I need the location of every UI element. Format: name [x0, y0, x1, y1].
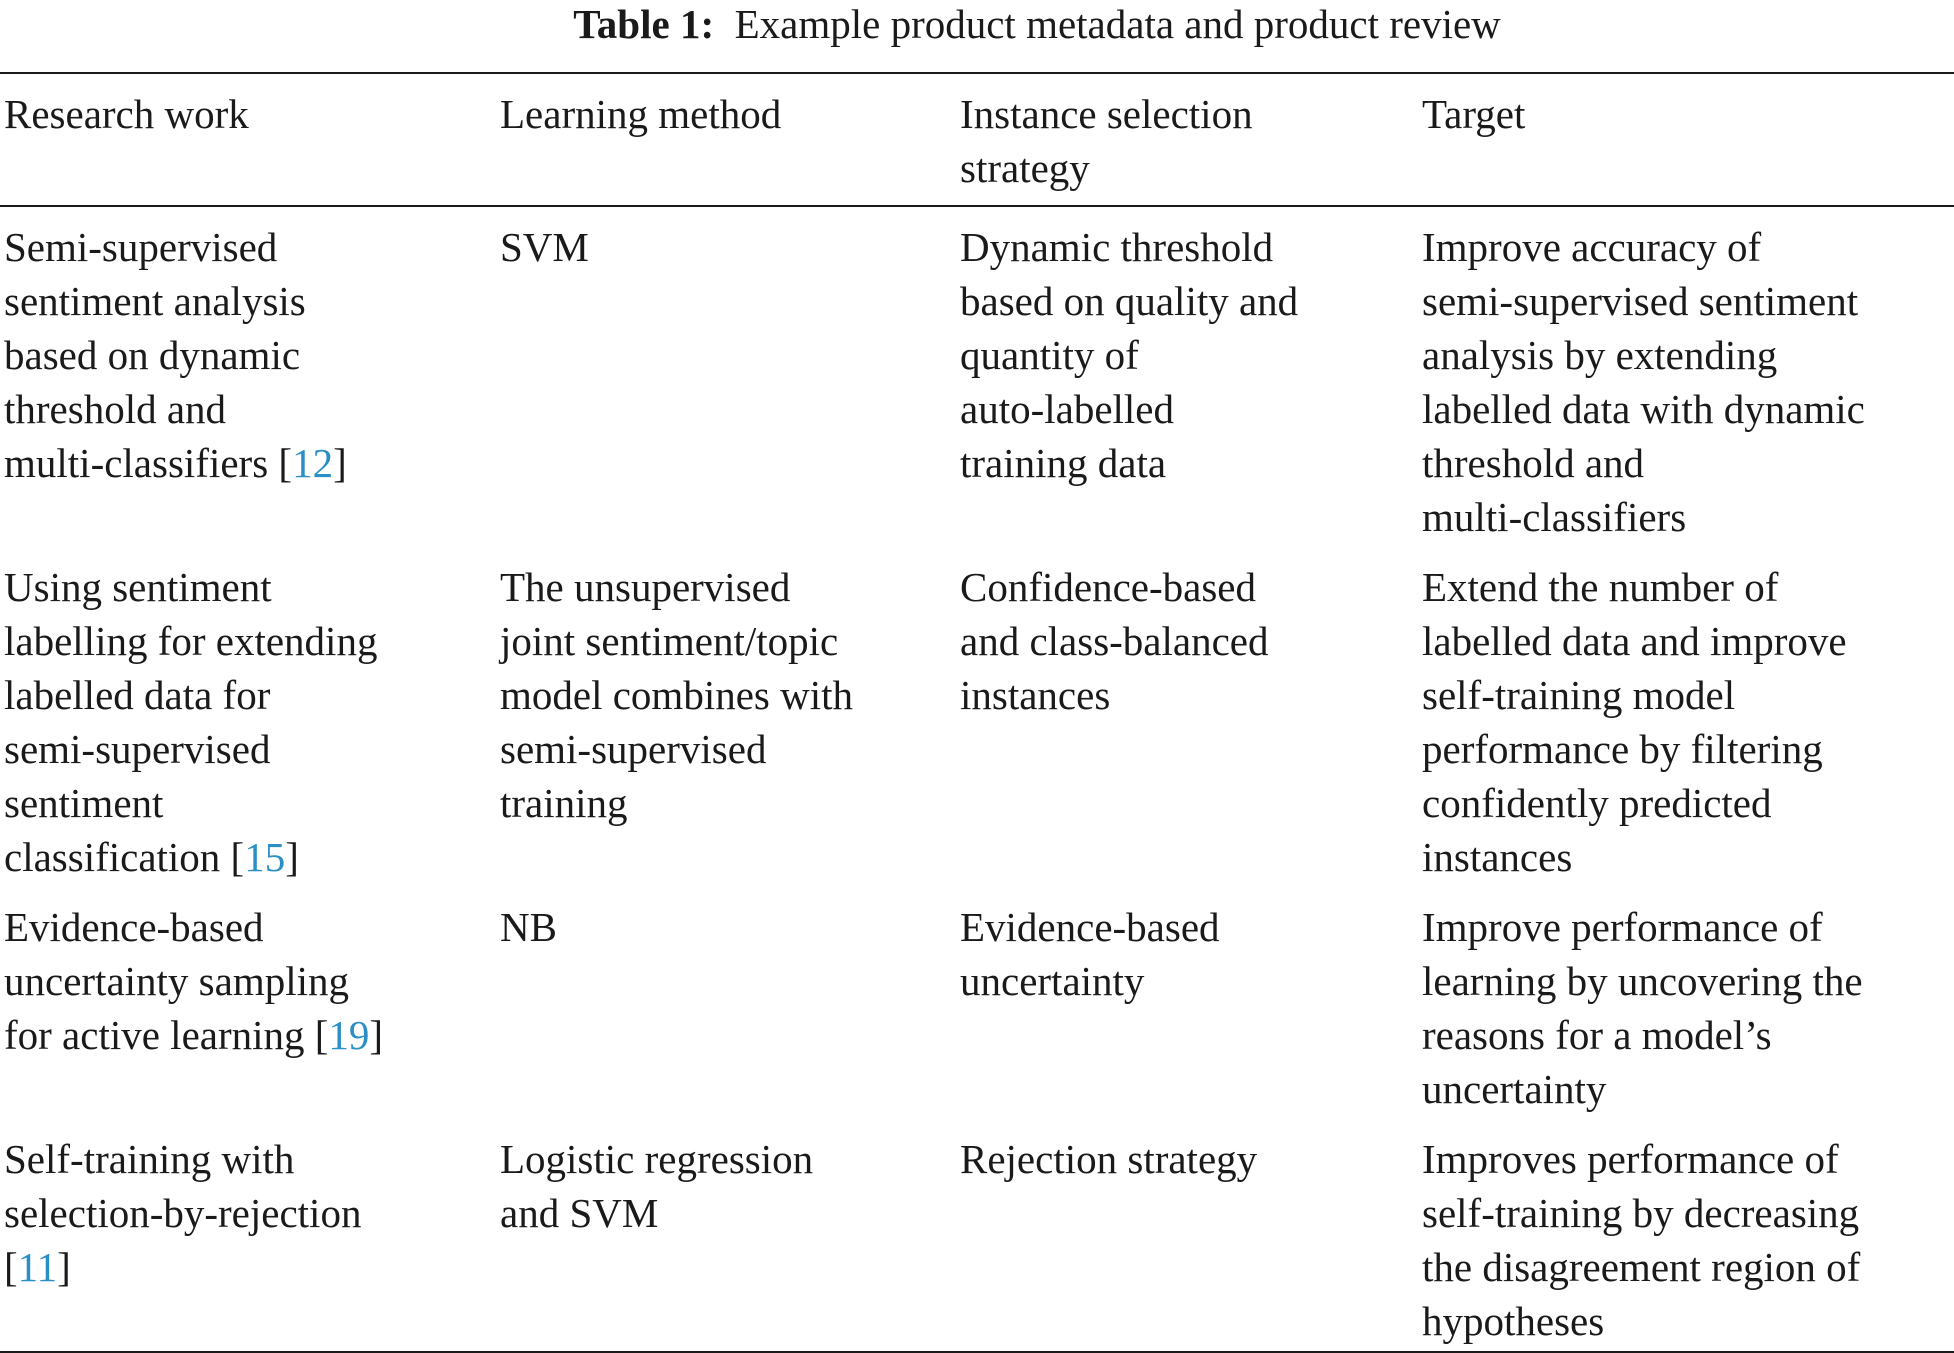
citation-bracket: ]: [333, 440, 347, 486]
table-row: [0, 1119, 1954, 1352]
research-work-text: Semi-supervised sentiment analysis based on dynamic threshold and multi-classifiers [: [4, 224, 306, 486]
table-row: [0, 206, 1954, 547]
citation-link[interactable]: 11: [17, 1244, 58, 1290]
cell-strategy: Evidence-based uncertainty: [960, 904, 1220, 1004]
cell-target: Improve performance of learning by uncovering the reasons for a model’s uncertainty: [1422, 904, 1863, 1112]
header-target: Target: [1422, 91, 1526, 137]
cell-strategy: Dynamic threshold based on quality and quantity of auto-labelled training data: [960, 224, 1299, 486]
header-instance-selection-strategy: [960, 73, 1422, 206]
cell-target: Improves performance of self-training by decreasing the disagreement region of hypotheses: [1422, 1136, 1861, 1344]
table-row: [0, 887, 1954, 1119]
cell-research-work: [0, 1119, 500, 1352]
citation-bracket: ]: [369, 1012, 384, 1058]
table-caption: [0, 0, 1954, 62]
caption-title: Example product metadata and product review: [734, 1, 1501, 47]
research-work-text: Using sentiment labelling for extending labelled data for semi-supervised sentiment classification [: [4, 564, 378, 880]
citation-bracket: ]: [285, 834, 299, 880]
research-work-text: Evidence-based uncertainty sampling for active learning [: [4, 904, 349, 1058]
cell-learning-method: Logistic regression and SVM: [500, 1136, 814, 1236]
cell-target: Extend the number of labelled data and improve self-training model performance by filtering confidently predicted instances: [1422, 564, 1847, 880]
header-row: [0, 73, 1954, 206]
cell-research-work: [0, 887, 500, 1119]
caption-label: Table 1:: [573, 1, 715, 47]
citation-link[interactable]: 15: [244, 834, 286, 880]
cell-research-work: [0, 547, 500, 887]
cell-learning-method: SVM: [500, 224, 589, 270]
cell-strategy: Rejection strategy: [960, 1136, 1258, 1182]
cell-research-work: [0, 206, 500, 547]
data-table: [0, 72, 1954, 1353]
header-strategy-text: Instance selection strategy: [960, 91, 1253, 191]
cell-learning-method: NB: [500, 904, 557, 950]
cell-learning-method: The unsupervised joint sentiment/topic model combines with semi-supervised training: [500, 564, 854, 826]
table-row: [0, 547, 1954, 887]
header-research-work: Research work: [4, 91, 249, 137]
cell-target: Improve accuracy of semi-supervised sentiment analysis by extending labelled data with dynamic threshold and multi-classifiers: [1422, 224, 1865, 540]
header-learning-method: Learning method: [500, 91, 782, 137]
citation-link[interactable]: 12: [292, 440, 334, 486]
citation-link[interactable]: 19: [328, 1012, 370, 1058]
cell-strategy: Confidence-based and class-balanced instances: [960, 564, 1269, 718]
research-work-text: Self-training with selection-by-rejection [: [4, 1136, 362, 1290]
citation-bracket: ]: [57, 1244, 71, 1290]
